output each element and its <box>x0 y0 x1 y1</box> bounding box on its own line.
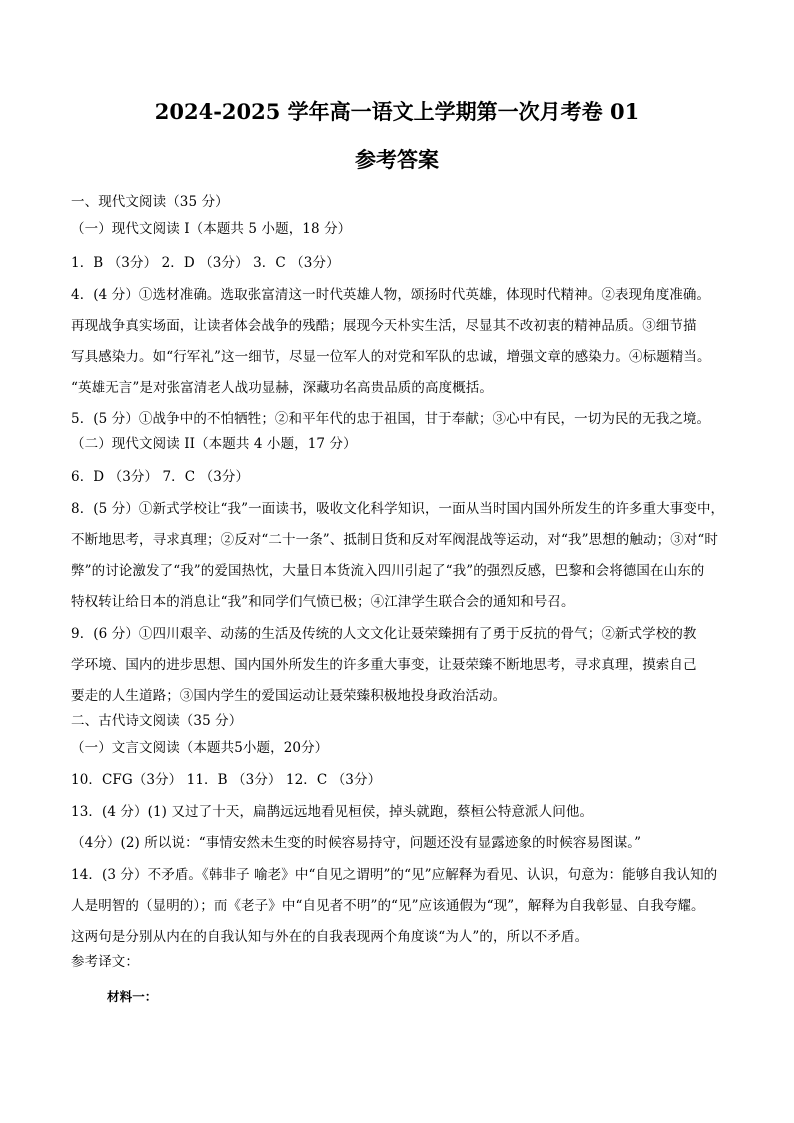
section-heading-modern-reading: 一、现代文阅读（35 分） <box>71 194 229 210</box>
answer-line-q8-c: 弊”的讨论激发了“我”的爱国热忱，大量日本货流入四川引起了“我”的强烈反感，巴黎和会将德国在山东的 <box>71 563 705 579</box>
answer-line-q4-a: 4．(4 分）①选材准确。选取张富清这一时代英雄人物，颂扬时代英雄，体现时代精神。②表现角度准确。 <box>71 287 711 303</box>
answer-line-q4-d: “英雄无言”是对张富清老人战功显赫，深藏功名高贵品质的高度概括。 <box>71 380 494 396</box>
answer-line-q4-b: 再现战争真实场面，让读者体会战争的残酷；展现今天朴实生活，尽显其不改初衷的精神品质。③细节描 <box>71 318 697 334</box>
reference-translation-heading: 参考译文： <box>71 954 139 970</box>
answer-line-q4-c: 写具感染力。如“行军礼”这一细节，尽显一位军人的对党和军队的忠诚，增强文章的感染力。④标题精当。 <box>71 349 711 365</box>
answer-line-q14-c: 这两句是分别从内在的自我认知与外在的自我表现两个角度谈“为人”的，所以不矛盾。 <box>71 929 589 945</box>
answer-line-q8-d: 特权转让给日本的消息让“我”和同学们气愤已极；④江津学生联合会的通知和号召。 <box>71 594 575 610</box>
subsection-heading-modern-reading-1: （一）现代文阅读 I（本题共 5 小题，18 分） <box>71 221 352 237</box>
section-heading-classical-reading: 二、古代诗文阅读（35 分） <box>71 713 243 729</box>
answer-line-q9-b: 学环境、国内的进步思想、国内国外所发生的许多重大事变，让聂荣臻不断地思考，寻求真理，摸索自己 <box>71 657 697 673</box>
answer-line-q1-3: 1．B （3分） 2．D （3分） 3．C （3分） <box>71 255 340 271</box>
subsection-heading-classical-prose: （一）文言文阅读（本题共5小题，20分） <box>71 740 329 756</box>
answer-line-q6-7: 6．D （3分） 7．C （3分） <box>71 469 250 485</box>
answer-line-q8-a: 8．(5 分）①新式学校让“我”一面读书，吸收文化科学知识，一面从当时国内国外所发生的许多重大事变中， <box>71 501 725 517</box>
answer-line-q14-a: 14．(3 分）不矛盾。《韩非子 喻老》中“自见之谓明”的“见”应解释为看见、认识，句意为：能够自我认知的 <box>71 867 718 883</box>
answer-line-q10-12: 10．CFG（3分） 11．B （3分） 12．C （3分） <box>71 772 382 788</box>
answer-line-q9-c: 要走的人生道路；③国内学生的爱国运动让聂荣臻积极地投身政治活动。 <box>71 688 507 704</box>
answer-line-q8-b: 不断地思考，寻求真理；②反对“二十一条”、抵制日货和反对军阀混战等运动，对“我”思想的触动；③对“时 <box>71 532 719 548</box>
answer-line-q13-2: （4分）(2) 所以说：“事情安然未生变的时候容易持守，问题还没有显露迹象的时候容易图谋。” <box>71 835 642 851</box>
answer-line-q5: 5．(5 分）①战争中的不怕牺牲；②和平年代的忠于祖国，甘于奉献；③心中有民，一切为民的无我之境。 <box>71 411 711 427</box>
answer-line-q9-a: 9．(6 分）①四川艰辛、动荡的生活及传统的人文文化让聂荣臻拥有了勇于反抗的骨气；②新式学校的教 <box>71 626 697 642</box>
document-title: 2024-2025 学年高一语文上学期第一次月考卷 01 <box>154 99 640 124</box>
document-subtitle: 参考答案 <box>355 147 439 172</box>
subsection-heading-modern-reading-2: （二）现代文阅读 II（本题共 4 小题，17 分） <box>71 436 357 452</box>
answer-line-q13-1: 13．(4 分）(1) 又过了十天，扁鹊远远地看见桓侯，掉头就跑，蔡桓公特意派人问他。 <box>71 804 594 820</box>
material-one-label: 材料一： <box>107 989 158 1004</box>
answer-line-q14-b: 人是明智的（显明的）；而《老子》中“自见者不明”的“见”应该通假为“现”，解释为自我彰显、自我夸耀。 <box>71 898 705 914</box>
